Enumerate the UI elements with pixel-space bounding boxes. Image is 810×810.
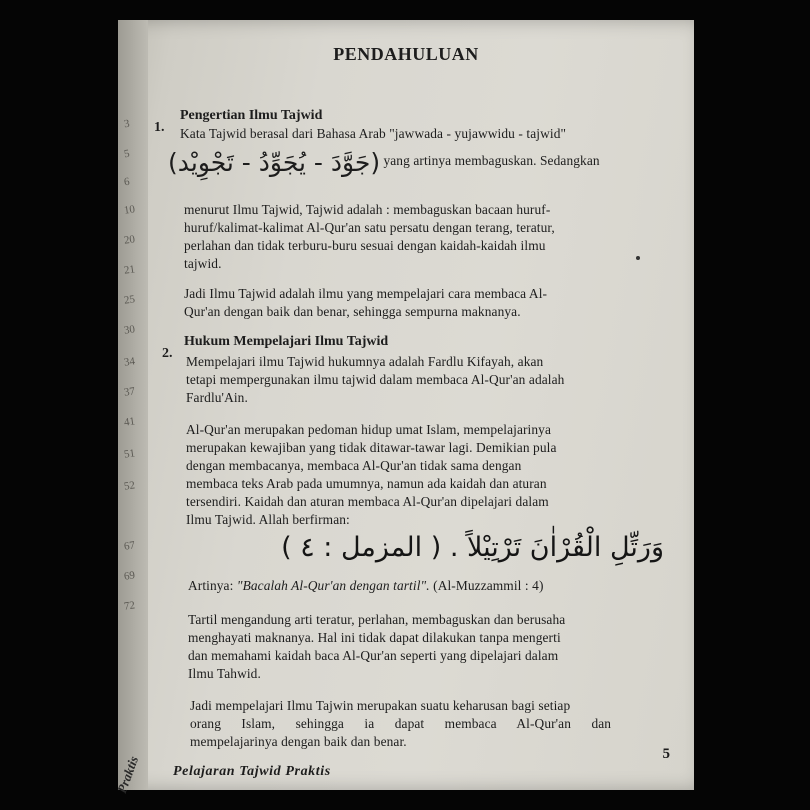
translation-reference: (Al-Muzzammil : 4) xyxy=(429,578,544,593)
translation-quote: "Bacalah Al-Qur'an dengan tartil". xyxy=(236,578,430,593)
section-1-para-line: menurut Ilmu Tajwid, Tajwid adalah : membaguskan bacaan huruf- xyxy=(184,202,551,217)
section-2-para1-line: tetapi mempergunakan ilmu tajwid dalam membaca Al-Qur'an adalah xyxy=(186,372,565,387)
margin-number: 20 xyxy=(123,233,136,247)
section-1-para2-line: Jadi Ilmu Tajwid adalah ilmu yang mempelajari cara membaca Al- xyxy=(184,286,548,301)
arabic-verse: وَرَتِّلِ الْقُرْاٰنَ تَرْتِيْلاً . ( المزمل : ٤ ) xyxy=(281,532,664,563)
margin-number: 72 xyxy=(123,599,136,613)
section-2-para4-line: orang Islam, sehingga ia dapat membaca Al-Qur'an dan xyxy=(190,716,612,731)
verse-translation xyxy=(188,578,544,594)
section-1-para-line: perlahan dan tidak terburu-buru sesuai dengan kaidah-kaidah ilmu xyxy=(184,238,546,253)
margin-number: 30 xyxy=(123,323,136,337)
margin-number: 37 xyxy=(123,385,136,399)
arabic-tajwid-word: (جَوَّدَ - يُجَوِّدُ - تَجْوِيْد) xyxy=(168,148,381,177)
section-2-para2-line: dengan membacanya, membaca Al-Qur'an tidak sama dengan xyxy=(186,458,522,473)
section-2-para1-line: Mempelajari ilmu Tajwid hukumnya adalah Fardlu Kifayah, akan xyxy=(186,354,544,369)
section-1-heading: Pengertian Ilmu Tajwid xyxy=(180,108,323,123)
margin-number: 52 xyxy=(123,479,136,493)
section-2-number: 2. xyxy=(162,346,173,361)
section-1-para-line: huruf/kalimat-kalimat Al-Qur'an satu persatu dengan terang, teratur, xyxy=(184,220,555,235)
previous-page-footer: Praktis xyxy=(114,754,142,796)
margin-number: 3 xyxy=(123,117,131,131)
page-content xyxy=(118,20,694,790)
section-2-para3-line: Ilmu Tahwid. xyxy=(188,666,261,681)
margin-number: 25 xyxy=(123,293,136,307)
margin-number: 51 xyxy=(123,447,136,461)
section-1-arabic-line xyxy=(168,148,600,177)
section-1-number: 1. xyxy=(154,120,165,135)
book-page xyxy=(118,20,694,790)
margin-number: 69 xyxy=(123,569,136,583)
section-2-para3-line: Tartil mengandung arti teratur, perlahan, membaguskan dan berusaha xyxy=(188,612,566,627)
section-2-para1-line: Fardlu'Ain. xyxy=(186,390,248,405)
section-2-para3-line: dan memahami kaidah baca Al-Qur'an seperti yang dipelajari dalam xyxy=(188,648,559,663)
section-2-para2-line: tersendiri. Kaidah dan aturan membaca Al-Qur'an dipelajari dalam xyxy=(186,494,549,509)
section-1-line-rest: yang artinya membaguskan. Sedangkan xyxy=(383,153,600,168)
section-2-para2-line: Al-Qur'an merupakan pedoman hidup umat Islam, mempelajarinya xyxy=(186,422,552,437)
margin-number: 41 xyxy=(123,415,136,429)
section-1-line: Kata Tajwid berasal dari Bahasa Arab "jawwada - yujawwidu - tajwid" xyxy=(180,126,567,141)
margin-number: 21 xyxy=(123,263,136,277)
ink-dot xyxy=(636,256,640,260)
book-title-footer: Pelajaran Tajwid Praktis xyxy=(173,764,331,779)
section-2-para4-line: mempelajarinya dengan baik dan benar. xyxy=(190,734,407,749)
margin-number: 34 xyxy=(123,355,136,369)
section-2-para2-line: membaca teks Arab pada umumnya, namun ada kaidah dan aturan xyxy=(186,476,547,491)
section-2-para4-line: Jadi mempelajari Ilmu Tajwin merupakan suatu keharusan bagi setiap xyxy=(190,698,571,713)
page-number: 5 xyxy=(662,746,670,762)
section-1-para-line: tajwid. xyxy=(184,256,222,271)
margin-number: 5 xyxy=(123,147,131,161)
page-title: PENDAHULUAN xyxy=(333,44,479,64)
margin-number: 67 xyxy=(123,539,136,553)
section-2-para2-line: merupakan kewajiban yang tidak ditawar-tawar lagi. Demikian pula xyxy=(186,440,557,455)
section-1-para2-line: Qur'an dengan baik dan benar, sehingga sempurna maknanya. xyxy=(184,304,521,319)
margin-number: 6 xyxy=(123,175,131,189)
margin-number: 10 xyxy=(123,203,136,217)
section-2-para2-line: Ilmu Tajwid. Allah berfirman: xyxy=(186,512,350,527)
translation-prefix: Artinya: xyxy=(188,578,237,593)
section-2-heading: Hukum Mempelajari Ilmu Tajwid xyxy=(184,334,389,349)
section-2-para3-line: menghayati maknanya. Hal ini tidak dapat dilakukan tanpa mengerti xyxy=(188,630,561,645)
